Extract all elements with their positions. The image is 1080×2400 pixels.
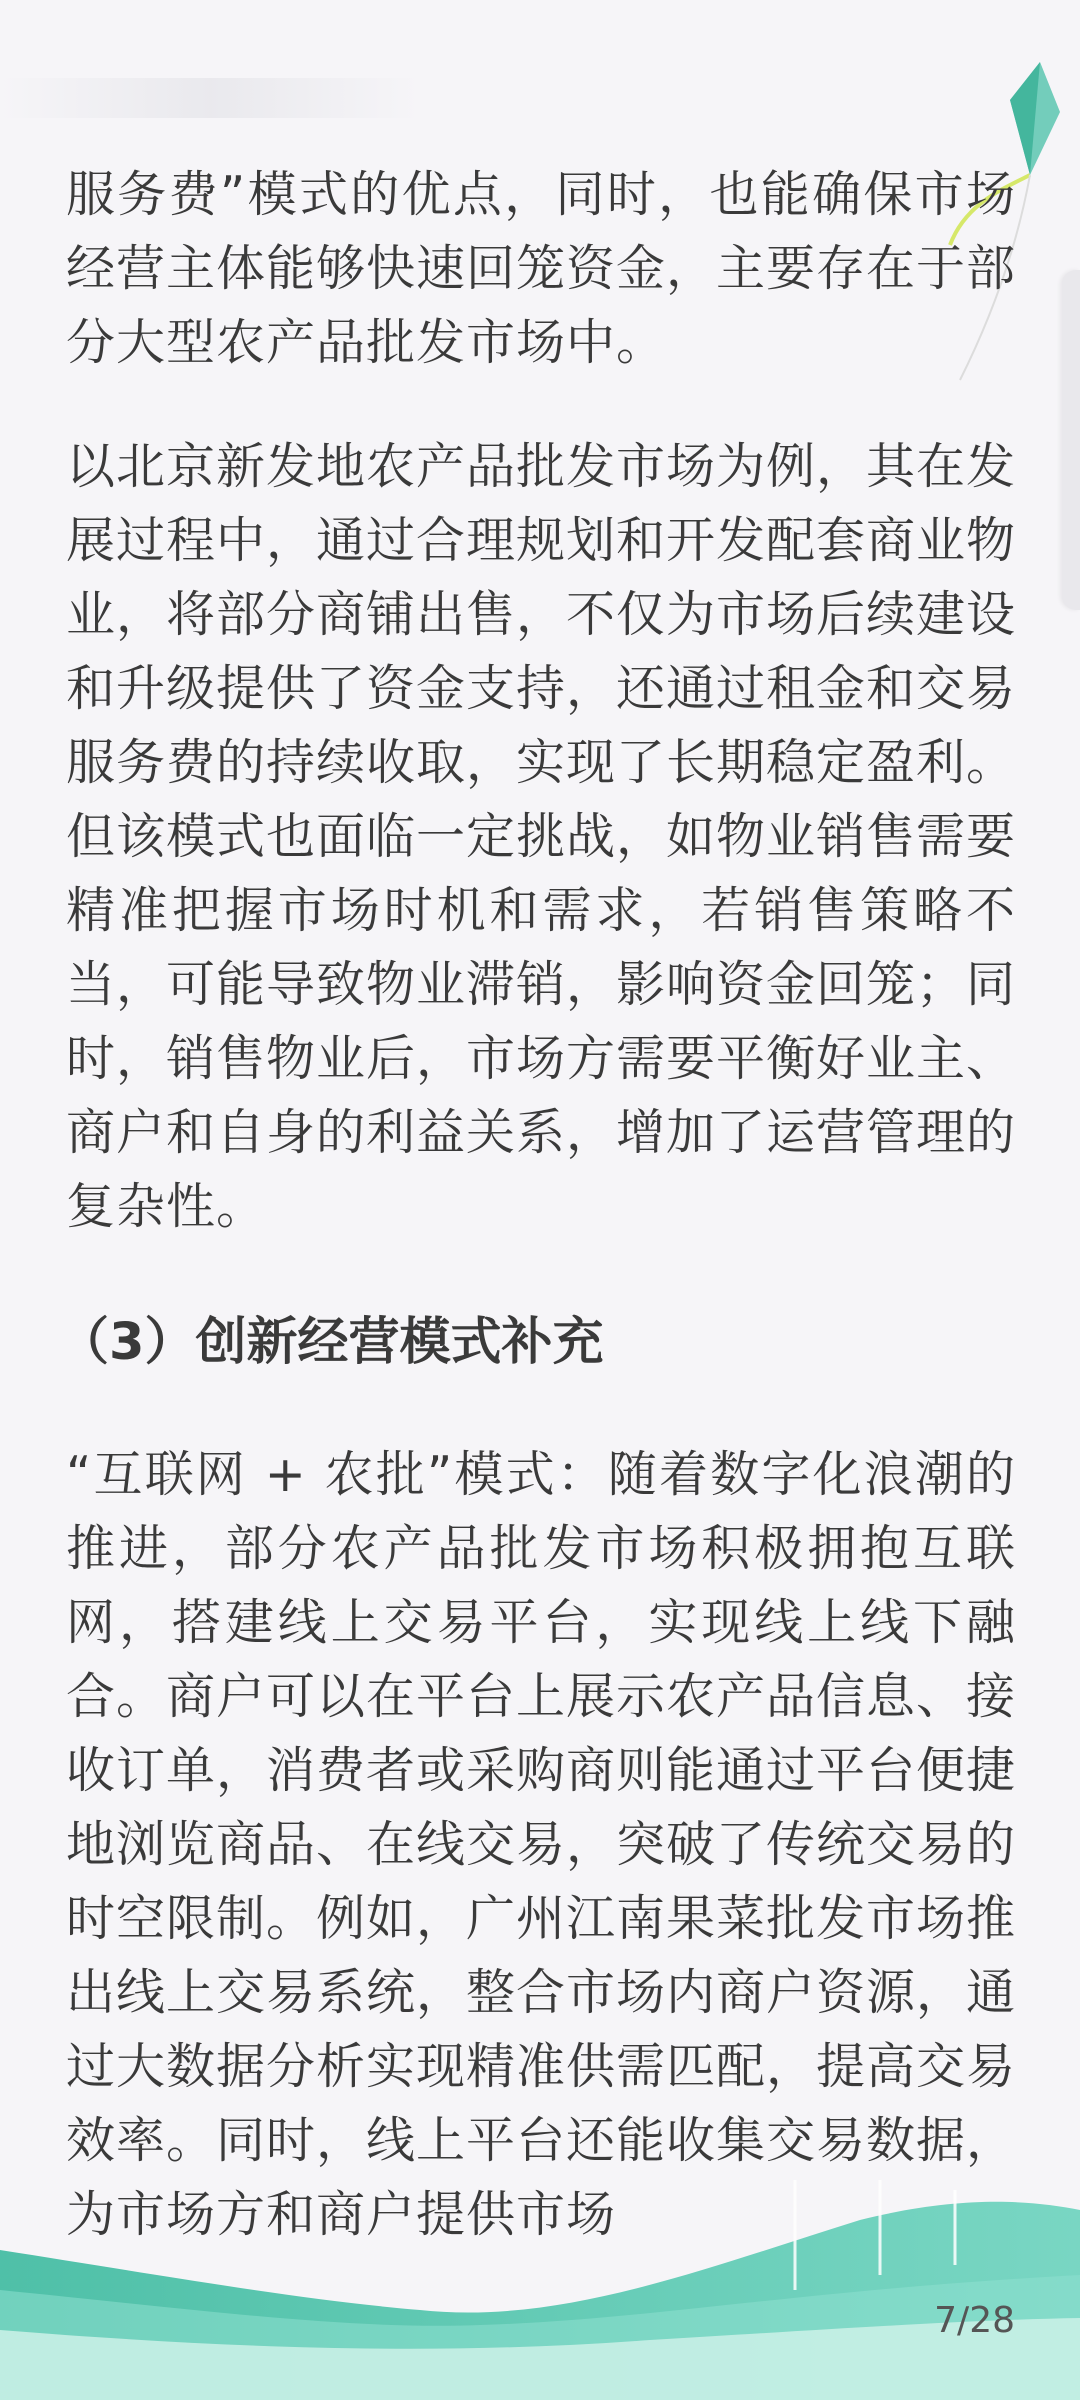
article-body — [58, 150, 1017, 2252]
page-indicator: 7/28 — [934, 2300, 1015, 2341]
paragraph-3: “互联网 + 农批”模式：随着数字化浪潮的推进，部分农产品批发市场积极拥抱互联网，搭建线上交易平台，实现线上线下融合。商户可以在平台上展示农产品信息、接收订单，消费者或采购商则能通过平台便捷地浏览商品、在线交易，突破了传统交易的时空限制。例如，广州江南果菜批发市场推出线上交易系统，整合市场内商户资源，通过大数据分析实现精准供需匹配，提高交易效率。同时，线上平台还能收集交易数据，为市场方和商户提供市场 — [66, 1446, 1017, 2243]
bottom-wave-decoration — [0, 2180, 1080, 2400]
paragraph-2: 以北京新发地农产品批发市场为例，其在发展过程中，通过合理规划和开发配套商业物业，将部分商铺出售，不仅为市场后续建设和升级提供了资金支持，还通过租金和交易服务费的持续收取，实现了长期稳定盈利。但该模式也面临一定挑战，如物业销售需要精准把握市场时机和需求，若销售策略不当，可能导致物业滞销，影响资金回笼；同时，销售物业后，市场方需要平衡好业主、商户和自身的利益关系，增加了运营管理的复杂性。 — [66, 438, 1017, 1235]
side-scroll-handle[interactable] — [1062, 270, 1080, 610]
decorative-band — [0, 78, 420, 118]
section-heading: （3）创新经营模式补充 — [58, 1313, 604, 1372]
paragraph-1: 服务费”模式的优点，同时，也能确保市场经营主体能够快速回笼资金，主要存在于部分大型农产品批发市场中。 — [66, 166, 1017, 371]
